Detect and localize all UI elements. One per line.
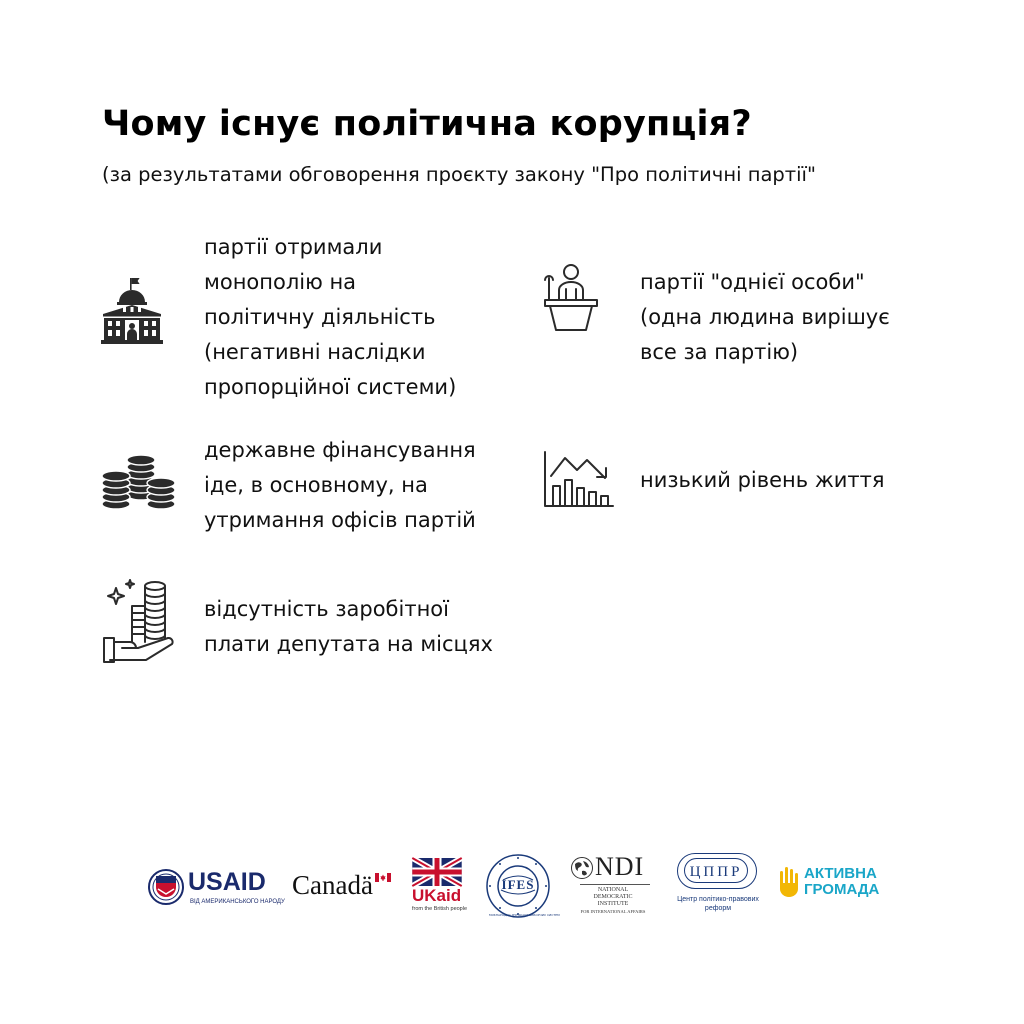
ndi-line-1: NATIONAL — [597, 887, 629, 893]
hands-up-icon — [778, 867, 802, 897]
item-text-monopoly: партії отримали монополію на політичну діяльність (негативні наслідки пропорційної системи) — [204, 235, 457, 399]
speaker-podium-icon — [540, 262, 600, 332]
declining-chart-icon — [543, 450, 615, 508]
ag-line-1: АКТИВНА — [804, 865, 877, 882]
canada-logo — [292, 870, 392, 904]
ndi-line-4: FOR INTERNATIONAL AFFAIRS — [580, 909, 646, 914]
cppr-logo — [670, 853, 766, 921]
cppr-badge-inner — [684, 858, 748, 883]
cppr-name: ЦППР — [689, 864, 743, 880]
ifes-logo — [485, 853, 560, 919]
usaid-seal-icon — [148, 869, 184, 905]
ndi-line-3: INSTITUTE — [597, 901, 629, 907]
ag-line-2: ГРОМАДА — [804, 881, 880, 898]
usaid-tagline: ВІД АМЕРИКАНСЬКОГО НАРОДУ — [190, 899, 285, 905]
ndi-name: NDI — [595, 852, 645, 881]
item-text-no-salary: відсутність заробітної плати депутата на місцях — [204, 597, 493, 656]
ndi-line-2: DEMOCRATIC — [593, 894, 633, 900]
item-text-state-funding: державне фінансування іде, в основному, на утримання офісів партій — [204, 438, 476, 532]
ndi-rule — [580, 884, 650, 885]
cppr-line-2: реформ — [704, 905, 732, 912]
parliament-building-icon — [101, 276, 163, 344]
canada-wordmark: Canadä — [292, 870, 373, 900]
ndi-logo — [570, 854, 656, 920]
item-text-low-living-standard: низький рівень життя — [640, 468, 885, 492]
usaid-name: USAID — [188, 868, 266, 896]
ifes-letters: IFES — [501, 877, 535, 892]
item-text-one-person-parties: партії "однієї особи" (одна людина вирішує все за партію) — [640, 270, 890, 364]
cppr-line-1: Центр політико-правових — [677, 896, 759, 903]
ukaid-name: UKaid — [412, 886, 462, 905]
page-title: Чому існує політична корупція? — [102, 104, 752, 144]
partner-logos — [140, 850, 900, 930]
hand-with-coins-icon — [102, 578, 186, 664]
usaid-logo — [148, 867, 285, 907]
globe-icon — [570, 856, 594, 880]
ukaid-logo — [412, 858, 467, 918]
coin-stacks-icon — [101, 450, 177, 512]
union-jack-icon — [412, 858, 462, 886]
cppr-badge — [677, 853, 757, 889]
page-subtitle: (за результатами обговорення проєкту закону "Про політичні партії" — [102, 163, 816, 186]
aktyvna-hromada-logo — [778, 865, 893, 901]
canada-flag-icon — [375, 873, 391, 882]
ifes-ring-text: МІЖНАРОДНА ФУНДАЦІЯ ВИБОРЧИХ СИСТЕМ — [489, 913, 560, 917]
ukaid-tagline: from the British people — [412, 906, 468, 912]
